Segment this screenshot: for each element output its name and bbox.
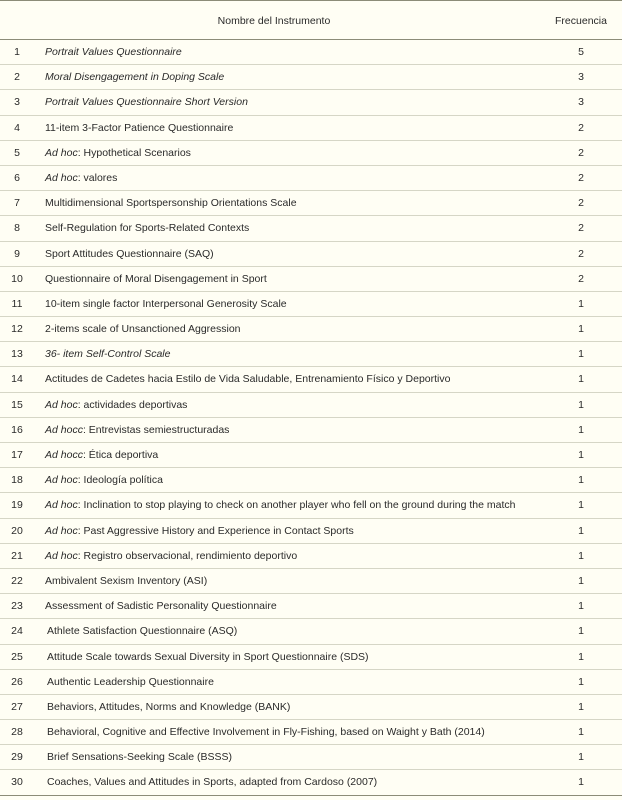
- instrument-name: [47, 701, 290, 713]
- row-frequency: 1: [578, 675, 584, 688]
- instrument-name-text: Assessment of Sadistic Personality Questionnaire: [45, 600, 277, 613]
- row-frequency: 1: [578, 600, 584, 613]
- instrument-name: [45, 348, 170, 360]
- instrument-name-italic: Moral Disengagement in Doping Scale: [45, 71, 225, 84]
- instrument-name-italic: Ad hoc: [45, 549, 78, 562]
- row-frequency: 2: [578, 171, 584, 184]
- row-frequency: 2: [578, 222, 584, 235]
- table-row: [0, 216, 622, 241]
- row-frequency: 3: [578, 71, 584, 84]
- instrument-name-text: Questionnaire of Moral Disengagement in Sport: [45, 272, 267, 285]
- row-frequency: 1: [578, 549, 584, 562]
- instrument-name: [45, 122, 233, 134]
- instrument-name-italic: Ad hoc: [45, 398, 78, 411]
- table-row: [0, 242, 622, 267]
- table-header: [0, 0, 622, 40]
- table-row: [0, 493, 622, 518]
- row-number: 5: [14, 146, 20, 159]
- table-row: [0, 418, 622, 443]
- table-row: [0, 317, 622, 342]
- table-row: [0, 594, 622, 619]
- instrument-name: [45, 525, 354, 537]
- row-number: 8: [14, 222, 20, 235]
- row-frequency: 5: [578, 46, 584, 58]
- instrument-name-text: 11-item 3-Factor Patience Questionnaire: [45, 121, 234, 134]
- instrument-name-text: Multidimensional Sportspersonship Orientations Scale: [45, 197, 297, 210]
- instrument-name: [45, 273, 267, 285]
- row-frequency: 1: [578, 524, 584, 537]
- row-number: 10: [11, 272, 23, 285]
- instrument-name: [47, 676, 214, 688]
- row-frequency: 1: [578, 700, 584, 713]
- row-number: 17: [11, 449, 23, 461]
- row-frequency: 1: [578, 625, 584, 638]
- instrument-name-text: Behaviors, Attitudes, Norms and Knowledge (BANK): [47, 700, 291, 713]
- instrument-name: [45, 248, 214, 260]
- table-row: [0, 745, 622, 770]
- row-frequency: 1: [578, 348, 584, 361]
- table-row: [0, 393, 622, 418]
- row-number: 25: [11, 650, 23, 663]
- row-number: 18: [11, 474, 23, 487]
- instrument-name-text: Sport Attitudes Questionnaire (SAQ): [45, 247, 214, 260]
- table-row: [0, 519, 622, 544]
- row-number: 29: [11, 751, 23, 764]
- table-row: [0, 90, 622, 115]
- instrument-name-italic: Ad hoc: [45, 146, 78, 159]
- instrument-name: [45, 96, 248, 108]
- instrument-name: [45, 71, 224, 83]
- row-frequency: 1: [578, 449, 584, 461]
- row-number: 6: [14, 171, 20, 184]
- table-row: [0, 720, 622, 745]
- instrument-name-text: Self-Regulation for Sports-Related Contexts: [45, 222, 250, 235]
- row-frequency: 1: [578, 726, 584, 739]
- row-frequency: 2: [578, 146, 584, 159]
- row-frequency: 1: [578, 323, 584, 336]
- instrument-name-text: Athlete Satisfaction Questionnaire (ASQ): [47, 625, 238, 638]
- row-frequency: 1: [578, 650, 584, 663]
- row-number: 16: [11, 423, 23, 436]
- instrument-name-text: : Inclination to stop playing to check on another player who fell on the ground during the match: [77, 499, 516, 512]
- instrument-name-text: Authentic Leadership Questionnaire: [47, 675, 214, 688]
- row-number: 12: [11, 323, 23, 336]
- table-row: [0, 116, 622, 141]
- row-number: 9: [14, 247, 20, 260]
- row-frequency: 1: [578, 574, 584, 587]
- instrument-name: [45, 600, 277, 612]
- instrument-name: [47, 776, 377, 788]
- row-number: 1: [14, 46, 20, 58]
- table-row: [0, 770, 622, 795]
- instrument-name: [47, 625, 237, 637]
- header-name-column: Nombre del Instrumento: [217, 15, 331, 27]
- row-number: 22: [11, 574, 23, 587]
- row-number: 2: [14, 71, 20, 84]
- instrument-name-text: Ambivalent Sexism Inventory (ASI): [45, 574, 208, 587]
- instrument-name: [47, 651, 369, 663]
- instrument-name-italic: Ad hoc: [45, 474, 78, 487]
- instrument-name-text: : Ideología política: [77, 474, 163, 487]
- row-number: 27: [11, 700, 23, 713]
- table-row: [0, 670, 622, 695]
- row-number: 30: [11, 776, 23, 789]
- instrument-name-text: : Ética deportiva: [82, 449, 159, 461]
- instrument-name: [45, 172, 117, 184]
- instrument-name-text: : Registro observacional, rendimiento deportivo: [77, 549, 298, 562]
- instrument-name: [45, 373, 450, 385]
- row-number: 28: [11, 726, 23, 739]
- instrument-name: [45, 499, 515, 511]
- instrument-name-italic: Portrait Values Questionnaire Short Version: [45, 96, 248, 109]
- instrument-name: [45, 298, 287, 310]
- instrument-name-italic: Ad hocc: [45, 449, 83, 461]
- table-row: [0, 544, 622, 569]
- instrument-name-italic: Ad hoc: [45, 171, 78, 184]
- instrument-name: [47, 751, 232, 763]
- instrument-name-text: Behavioral, Cognitive and Effective Involvement in Fly-Fishing, based on Waight y Bath (2014): [47, 726, 485, 739]
- row-frequency: 1: [578, 751, 584, 764]
- instrument-name: [45, 575, 207, 587]
- row-number: 19: [11, 499, 23, 512]
- row-frequency: 3: [578, 96, 584, 109]
- table-row: [0, 40, 622, 65]
- table-row: [0, 695, 622, 720]
- table-body: [0, 40, 622, 796]
- row-frequency: 2: [578, 272, 584, 285]
- instrument-name-text: 2-items scale of Unsanctioned Aggression: [45, 323, 241, 336]
- table-row: [0, 267, 622, 292]
- instrument-name-italic: Ad hocc: [45, 423, 83, 436]
- header-frequency-column: Frecuencia: [555, 15, 607, 27]
- instrument-name-italic: 36- item Self-Control Scale: [45, 348, 171, 361]
- row-number: 15: [11, 398, 23, 411]
- table-row: [0, 619, 622, 644]
- row-number: 13: [11, 348, 23, 361]
- row-frequency: 2: [578, 121, 584, 134]
- row-number: 24: [11, 625, 23, 638]
- instrument-name-text: : actividades deportivas: [77, 398, 188, 411]
- row-frequency: 2: [578, 247, 584, 260]
- row-frequency: 1: [578, 398, 584, 411]
- row-frequency: 1: [578, 474, 584, 487]
- row-frequency: 2: [578, 197, 584, 210]
- instrument-name: [45, 222, 249, 234]
- table-row: [0, 443, 622, 468]
- table-row: [0, 342, 622, 367]
- instrument-name: [45, 424, 229, 436]
- row-number: 20: [11, 524, 23, 537]
- instrument-name: [45, 197, 297, 209]
- instrument-name-text: Attitude Scale towards Sexual Diversity in Sport Questionnaire (SDS): [47, 650, 369, 663]
- instrument-name: [45, 449, 158, 461]
- instrument-name: [45, 323, 241, 335]
- instrument-name-text: : Past Aggressive History and Experience in Contact Sports: [77, 524, 354, 537]
- table-row: [0, 367, 622, 392]
- instrument-name: [47, 726, 485, 738]
- instrument-name-text: Actitudes de Cadetes hacia Estilo de Vida Saludable, Entrenamiento Físico y Deportivo: [45, 373, 451, 386]
- table-row: [0, 645, 622, 670]
- row-number: 3: [14, 96, 20, 109]
- instrument-name: [45, 147, 191, 159]
- instrument-name-text: Coaches, Values and Attitudes in Sports, adapted from Cardoso (2007): [47, 776, 378, 789]
- row-frequency: 1: [578, 499, 584, 512]
- table-row: [0, 292, 622, 317]
- table-row: [0, 191, 622, 216]
- instrument-name-italic: Ad hoc: [45, 499, 78, 512]
- row-frequency: 1: [578, 776, 584, 789]
- row-number: 26: [11, 675, 23, 688]
- instrument-name-text: Brief Sensations-Seeking Scale (BSSS): [47, 751, 233, 764]
- row-number: 4: [14, 121, 20, 134]
- row-number: 14: [11, 373, 23, 386]
- row-frequency: 1: [578, 423, 584, 436]
- row-number: 21: [11, 549, 23, 562]
- instrument-name-italic: Portrait Values Questionnaire: [45, 46, 182, 58]
- instrument-name-text: : valores: [77, 171, 118, 184]
- row-number: 11: [11, 297, 23, 310]
- table-row: [0, 65, 622, 90]
- instrument-name: [45, 46, 182, 58]
- instrument-name: [45, 399, 187, 411]
- table-row: [0, 468, 622, 493]
- row-frequency: 1: [578, 373, 584, 386]
- instrument-name: [45, 550, 297, 562]
- row-frequency: 1: [578, 297, 584, 310]
- instrument-name: [45, 474, 163, 486]
- table-row: [0, 141, 622, 166]
- row-number: 23: [11, 600, 23, 613]
- row-number: 7: [14, 197, 20, 210]
- instrument-name-text: : Entrevistas semiestructuradas: [82, 423, 230, 436]
- table-row: [0, 166, 622, 191]
- instrument-name-italic: Ad hoc: [45, 524, 78, 537]
- instrument-name-text: 10-item single factor Interpersonal Generosity Scale: [45, 297, 287, 310]
- table-row: [0, 569, 622, 594]
- instrument-name-text: : Hypothetical Scenarios: [77, 146, 191, 159]
